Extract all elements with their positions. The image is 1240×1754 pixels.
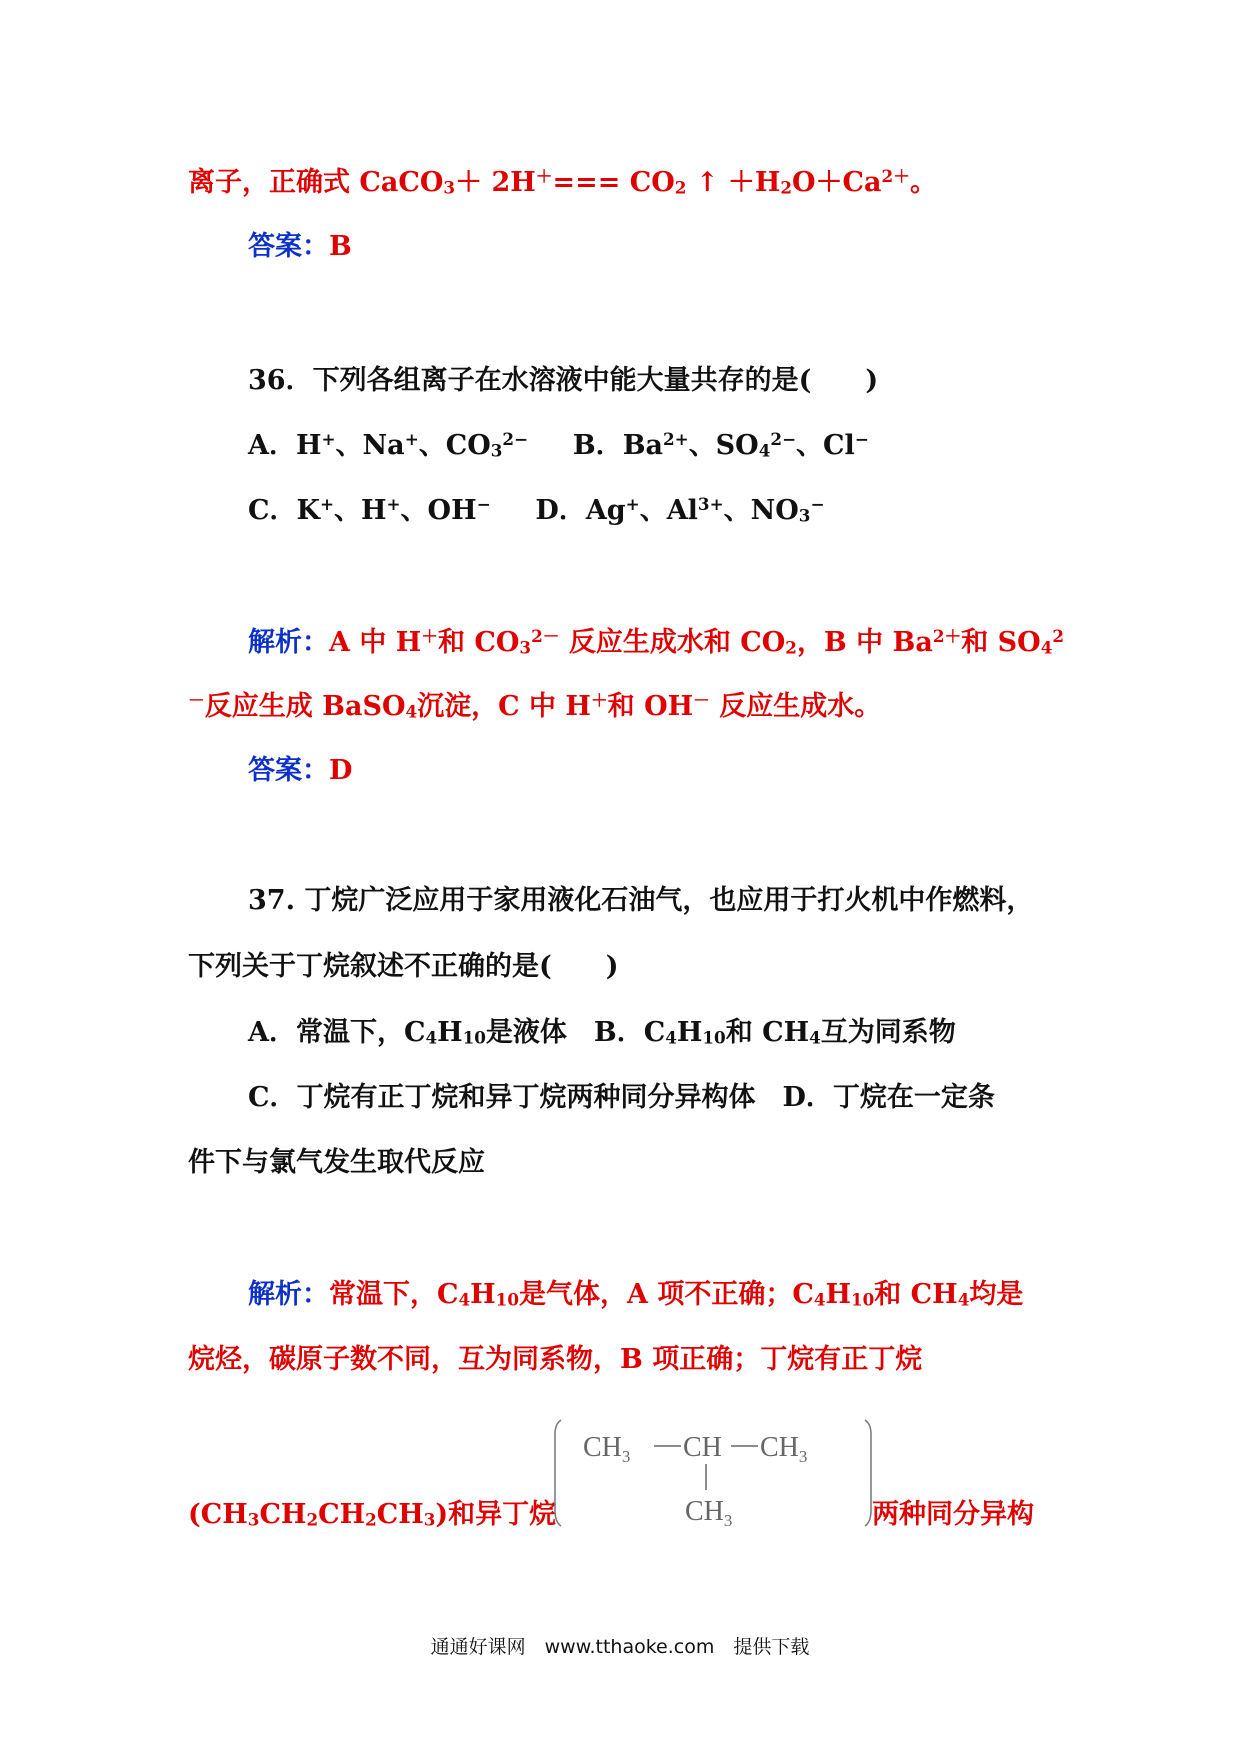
analysis-36-line2: －反应生成 BaSO$_4$沉淀，C 中 H＋和 OH－ 反应生成水。 [188,689,882,722]
isobutane-diagram [553,1414,873,1529]
left-bracket [555,1420,561,1526]
question-36-options-cd [248,494,824,528]
question-37-stem-line1: 37. 丁烷广泛应用于家用液化石油气，也应用于打火机中作燃料， [248,885,1034,916]
ch3-bottom: $CH_3$ [685,1496,733,1529]
ch3-right: $CH_3$ [760,1432,808,1466]
question-37-options-cd-cont: 件下与氯气发生取代反应 [188,1147,485,1178]
question-37-options-ab: A．常温下，$C_4H_{10}$是液体 B．$C_4H_{10}$和 $CH_4$互为同系物 [248,1017,956,1048]
answer-35: 答案：B [248,231,352,262]
question-36-stem: 36．下列各组离子在水溶液中能大量共存的是( ) [248,365,879,396]
ch-center: CH [683,1432,722,1463]
right-bracket [865,1420,871,1526]
footer-source: 通通好课网 www.tthaoke.com 提供下载 [430,1636,810,1658]
analysis-37-line3-right: 两种同分异构 [872,1499,1034,1530]
isobutane-structure [553,1414,873,1529]
analysis-35-line: 离子，正确式 CaCO$_3$＋ $2H^+=== CO_2$ ↑ $+H_2O+Ca^{2+}$。 [188,165,937,198]
analysis-37-line3-left: $(CH_3CH_2CH_2CH_3)$和异丁烷 [188,1499,557,1530]
question-36-options-ab [248,429,869,463]
analysis-36-line1: 解析：A 中 H＋和 $CO_3^{2-}$ 反应生成水和 $CO_2$，B 中 $Ba^{2+}$和 $SO_4^2$ [248,625,1064,658]
option-a: A．H+、Na+、$CO_3^{2-}$ [248,428,529,461]
ch3-left: $CH_3$ [583,1432,631,1466]
option-c: C．K+、H+、OH− [248,493,491,526]
analysis-37-line2: 烷烃，碳原子数不同，互为同系物，B 项正确；丁烷有正丁烷 [188,1344,923,1375]
option-d: D．Ag+、$Al^{3+}$、$NO_3^-$ [535,493,825,526]
question-37-stem-line2: 下列关于丁烷叙述不正确的是( ) [188,951,619,982]
answer-36: 答案：D [248,755,353,786]
question-37-options-cd: C．丁烷有正丁烷和异丁烷两种同分异构体 D．丁烷在一定条 [248,1082,995,1113]
analysis-37-line1: 解析：常温下，$C_4H_{10}$是气体，A 项不正确；$C_4H_{10}$和 $CH_4$均是 [248,1279,1024,1310]
option-b: B．$Ba^{2+}$、$SO_4^{2-}$、Cl− [572,428,869,461]
